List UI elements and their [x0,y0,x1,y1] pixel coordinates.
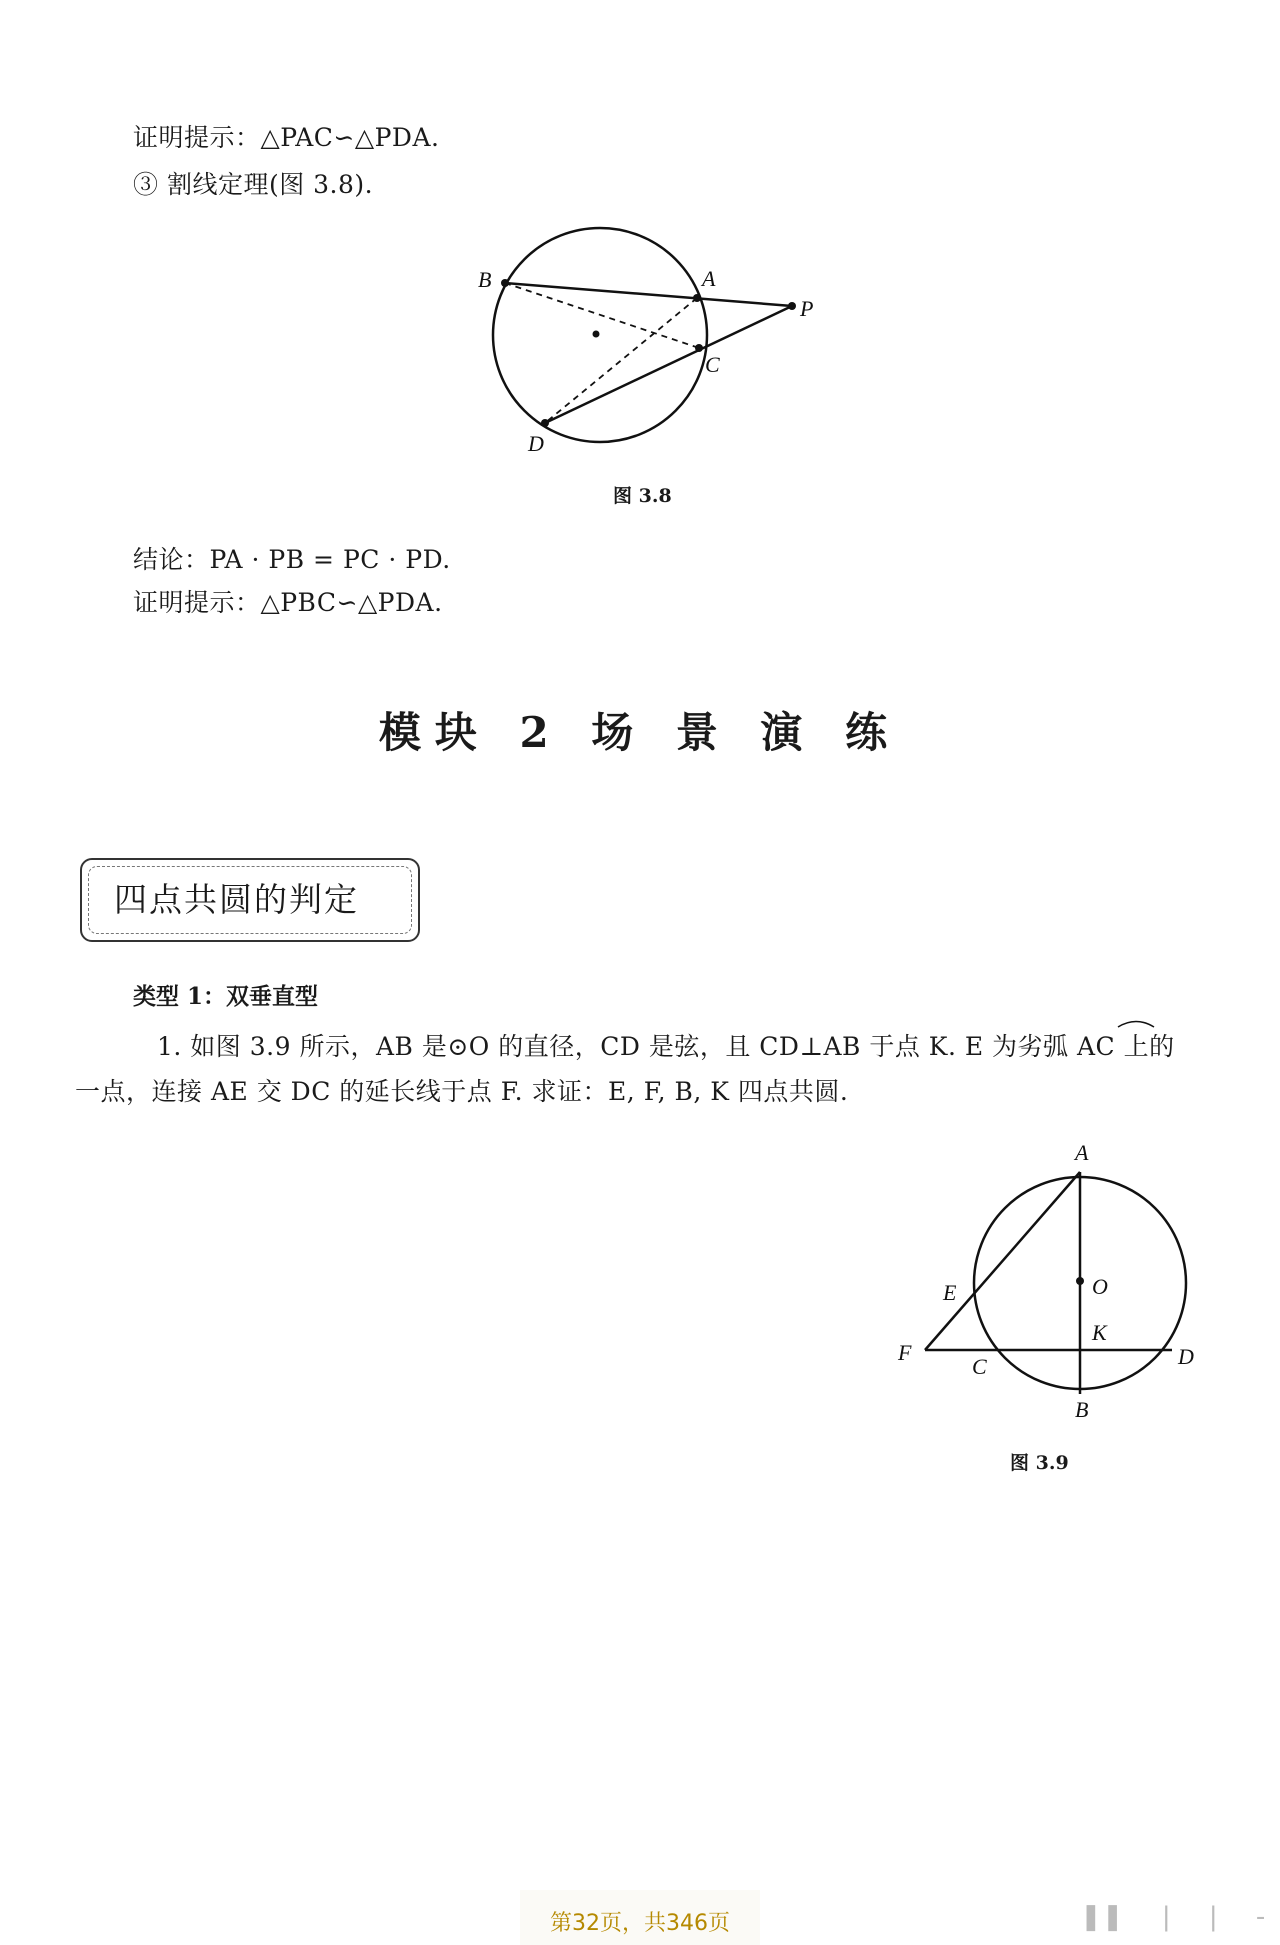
label-c-38: C [705,352,720,377]
proof-hint-1: 证明提示：△PAC∽△PDA. [133,123,440,152]
point-c-38 [695,344,703,352]
point-a-38 [693,294,701,302]
point-p-38 [788,302,796,310]
label-p-38: P [800,296,814,321]
label-a-38: A [702,266,716,291]
point-b-38 [501,279,509,287]
label-o-39: O [1092,1274,1108,1299]
label-e-39: E [943,1280,957,1305]
label-d-39: D [1178,1344,1194,1369]
section-title: 四点共圆的判定 [114,880,359,919]
type-label: 类型 1：双垂直型 [133,983,319,1010]
secant-theorem-heading: ③ 割线定理(图 3.8). [133,170,374,199]
circle-38 [493,228,707,442]
separator-icon-2: | [1208,1902,1218,1932]
proof-hint-2: 证明提示：△PBC∽△PDA. [133,588,443,617]
problem-line-2: 一点，连接 AE 交 DC 的延长线于点 F. 求证：E, F, B, K 四点共圆. [75,1077,849,1106]
center-dot-38 [593,331,600,338]
separator-icon-3: ‐ [1255,1902,1266,1932]
problem-line-1: 1. 如图 3.9 所示，AB 是⊙O 的直径，CD 是弦，且 CD⊥AB 于点 K. E 为劣弧 AC 上的 [157,1032,1175,1061]
dashed-bc [505,283,699,348]
label-f-39: F [898,1340,912,1365]
point-d-38 [541,419,549,427]
pause-icon[interactable]: ❚❚ [1080,1902,1124,1932]
label-a-39: A [1075,1140,1089,1165]
figure-3-9-caption: 图 3.9 [1010,1452,1069,1474]
center-dot-39 [1076,1277,1084,1285]
module-heading: 模块 2 场 景 演 练 [378,708,902,757]
label-b-38: B [478,267,492,292]
line-af [925,1172,1080,1350]
section-title-box [80,858,420,942]
figure-3-8-caption: 图 3.8 [613,485,672,507]
nav-marks [1080,1902,1265,1932]
label-b-39: B [1075,1397,1089,1422]
label-k-39: K [1092,1320,1107,1345]
conclusion-line: 结论：PA · PB = PC · PD. [133,545,451,574]
label-d-38: D [528,431,544,456]
label-c-39: C [972,1354,987,1379]
page-indicator: 第32页，共346页 [550,1911,730,1936]
separator-icon: | [1161,1902,1171,1932]
secant-dp [545,306,792,423]
secant-bp [505,283,792,306]
